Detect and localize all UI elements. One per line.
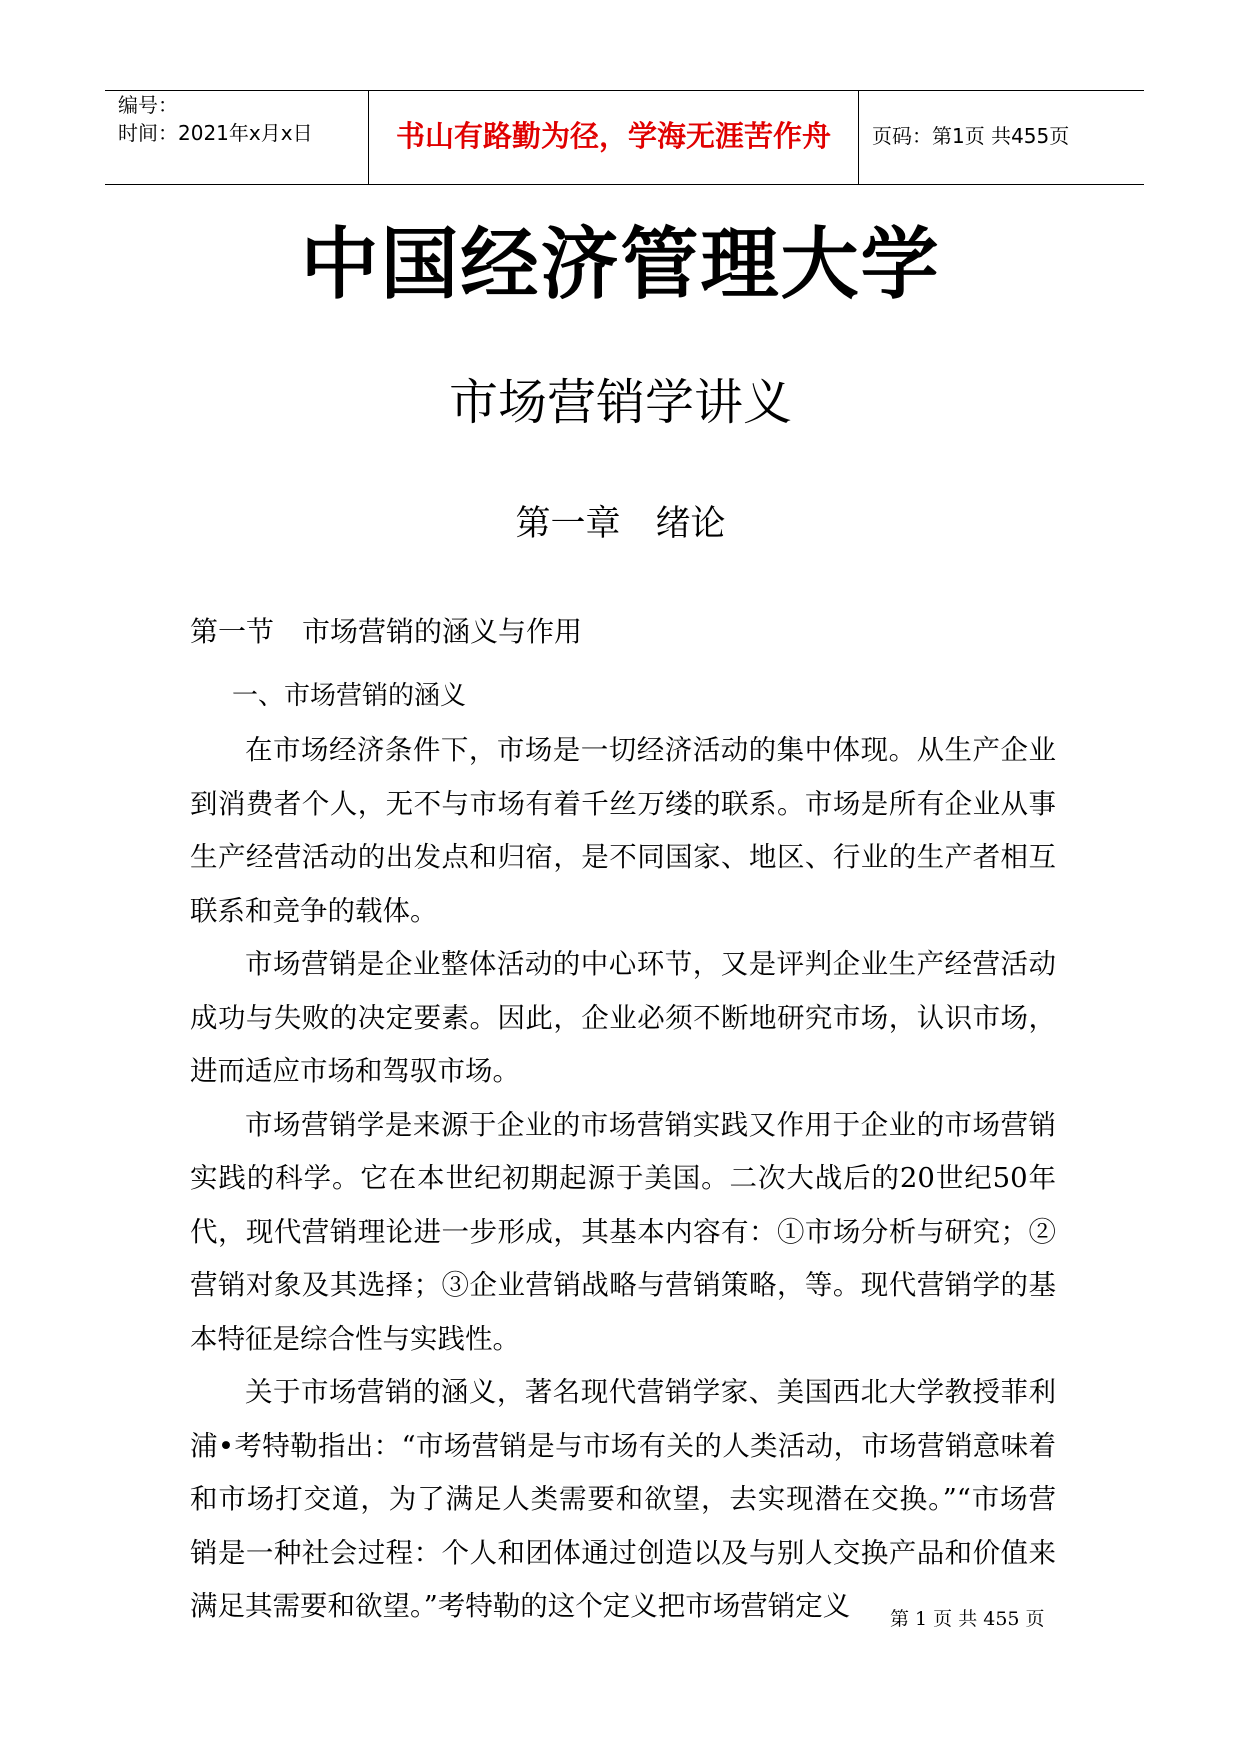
paragraph: 在市场经济条件下，市场是一切经济活动的集中体现。从生产企业到消费者个人，无不与市场有着千丝万缕的联系。市场是所有企业从事生产经营活动的出发点和归宿，是不同国家、地区、行业的生产者相互联系和竞争的载体。 <box>190 734 1056 927</box>
serial-number-label: 编号： <box>118 93 178 117</box>
university-name: 中国经济管理大学 <box>300 220 941 310</box>
paragraph: 市场营销是企业整体活动的中心环节，又是评判企业生产经营活动成功与失败的决定要素。因此，企业必须不断地研究市场，认识市场，进而适应市场和驾驭市场。 <box>190 948 1056 1087</box>
document-title: 市场营销学讲义 <box>448 374 792 431</box>
subsection-title: 一、市场营销的涵义 <box>232 681 467 711</box>
header-meta-cell <box>105 91 369 184</box>
header-table <box>105 90 1144 185</box>
body-text <box>190 724 1056 1634</box>
motto: 书山有路勤为径，学海无涯苦作舟 <box>369 91 859 184</box>
page-footer: 第 1 页 共 455 页 <box>890 1608 1045 1630</box>
page-number-label: 页码：第1页 共455页 <box>872 124 1070 148</box>
chapter-title: 第一章 绪论 <box>515 504 726 544</box>
paragraph: 关于市场营销的涵义，著名现代营销学家、美国西北大学教授菲利浦•考特勒指出：“市场营销是与市场有关的人类活动，市场营销意味着和市场打交道，为了满足人类需要和欲望，去实现潜在交换。”“市场营销是一种社会过程：个人和团体通过创造以及与别人交换产品和价值来满足其需要和欲望。”考特勒的这个定义把市场营销定义 <box>190 1376 1056 1622</box>
paragraph: 市场营销学是来源于企业的市场营销实践又作用于企业的市场营销实践的科学。它在本世纪初期起源于美国。二次大战后的20世纪50年代，现代营销理论进一步形成，其基本内容有：①市场分析与研究；②营销对象及其选择；③企业营销战略与营销策略，等。现代营销学的基本特征是综合性与实践性。 <box>190 1108 1056 1355</box>
time-label: 时间：2021年x月x日 <box>118 121 313 145</box>
section-title: 第一节 市场营销的涵义与作用 <box>190 615 583 648</box>
